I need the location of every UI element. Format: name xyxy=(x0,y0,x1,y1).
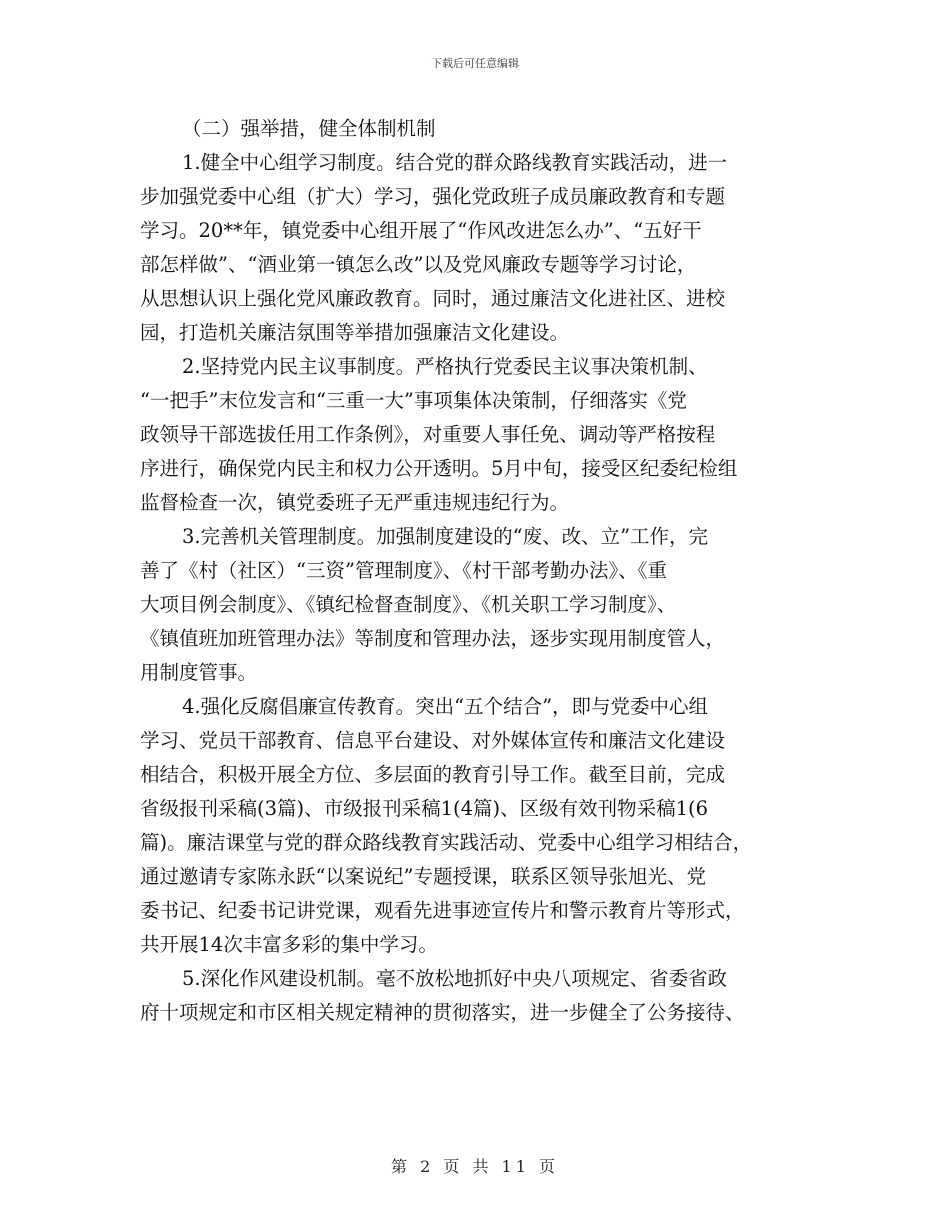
paragraph-line: 5.深化作风建设机制。毫不放松地抓好中央八项规定、省委省政 xyxy=(182,967,728,990)
paragraph-line: 4.强化反腐倡廉宣传教育。突出“五个结合”，即与党委中心组 xyxy=(182,695,709,718)
paragraph-line: 序进行，确保党内民主和权力公开透明。5月中旬，接受区纪委纪检组 xyxy=(140,457,738,480)
page-footer: 第 2 页 共 11 页 xyxy=(391,1157,559,1176)
paragraph-line: 步加强党委中心组（扩大）学习，强化党政班子成员廉政教育和专题 xyxy=(140,185,726,208)
paragraph-line: 监督检查一次，镇党委班子无严重违规违纪行为。 xyxy=(140,491,570,514)
paragraph-line: 府十项规定和市区相关规定精神的贯彻落实，进一步健全了公务接待、 xyxy=(140,1001,745,1024)
paragraph-line: 学习、党员干部教育、信息平台建设、对外媒体宣传和廉洁文化建设 xyxy=(140,729,726,752)
paragraph-line: 篇)。廉洁课堂与党的群众路线教育实践活动、党委中心组学习相结合， xyxy=(140,831,753,854)
paragraph-line: 园，打造机关廉洁氛围等举措加强廉洁文化建设。 xyxy=(140,321,570,344)
paragraph-line: 通过邀请专家陈永跃“以案说纪”专题授课，联系区领导张旭光、党 xyxy=(140,865,706,888)
paragraph-work-style xyxy=(140,962,830,1030)
paragraph-line: “一把手”末位发言和“三重一大”事项集体决策制，仔细落实《党 xyxy=(140,389,687,412)
paragraph-line: 善了《村（社区）“三资”管理制度》、《村干部考勤办法》、《重 xyxy=(140,559,667,582)
paragraph-line: 用制度管事。 xyxy=(140,661,258,684)
paragraph-line: 《镇值班加班管理办法》等制度和管理办法，逐步实现用制度管人， xyxy=(140,627,726,650)
paragraph-study-system xyxy=(140,146,830,350)
paragraph-line: 省级报刊采稿(3篇)、市级报刊采稿1(4篇)、区级有效刊物采稿1(6 xyxy=(140,797,709,820)
paragraph-anticorruption-education xyxy=(140,690,830,962)
paragraph-line: 共开展14次丰富多彩的集中学习。 xyxy=(140,933,438,956)
paragraph-line: 学习。20**年，镇党委中心组开展了“作风改进怎么办”、“五好干 xyxy=(140,219,702,242)
section-heading: （二）强举措，健全体制机制 xyxy=(182,117,436,140)
paragraph-democracy-system xyxy=(140,350,830,520)
paragraph-line: 从思想认识上强化党风廉政教育。同时，通过廉洁文化进社区、进校 xyxy=(140,287,726,310)
page-header: 下载后可任意编辑 xyxy=(431,57,519,70)
paragraph-line: 政领导干部选拔任用工作条例》，对重要人事任免、调动等严格按程 xyxy=(140,423,716,446)
document-body xyxy=(140,112,830,1030)
paragraph-line: 相结合，积极开展全方位、多层面的教育引导工作。截至目前，完成 xyxy=(140,763,726,786)
paragraph-line: 3.完善机关管理制度。加强制度建设的“废、改、立”工作，完 xyxy=(182,525,709,548)
paragraph-line: 1.健全中心组学习制度。结合党的群众路线教育实践活动，进一 xyxy=(182,151,728,174)
paragraph-line: 大项目例会制度》、《镇纪检督查制度》、《机关职工学习制度》、 xyxy=(140,593,677,616)
paragraph-management-system xyxy=(140,520,830,690)
paragraph-line: 2.坚持党内民主议事制度。严格执行党委民主议事决策机制、 xyxy=(182,355,708,378)
paragraph-line: 部怎样做”、“酒业第一镇怎么改”以及党风廉政专题等学习讨论， xyxy=(140,253,697,276)
paragraph-line: 委书记、纪委书记讲党课，观看先进事迹宣传片和警示教育片等形式， xyxy=(140,899,745,922)
